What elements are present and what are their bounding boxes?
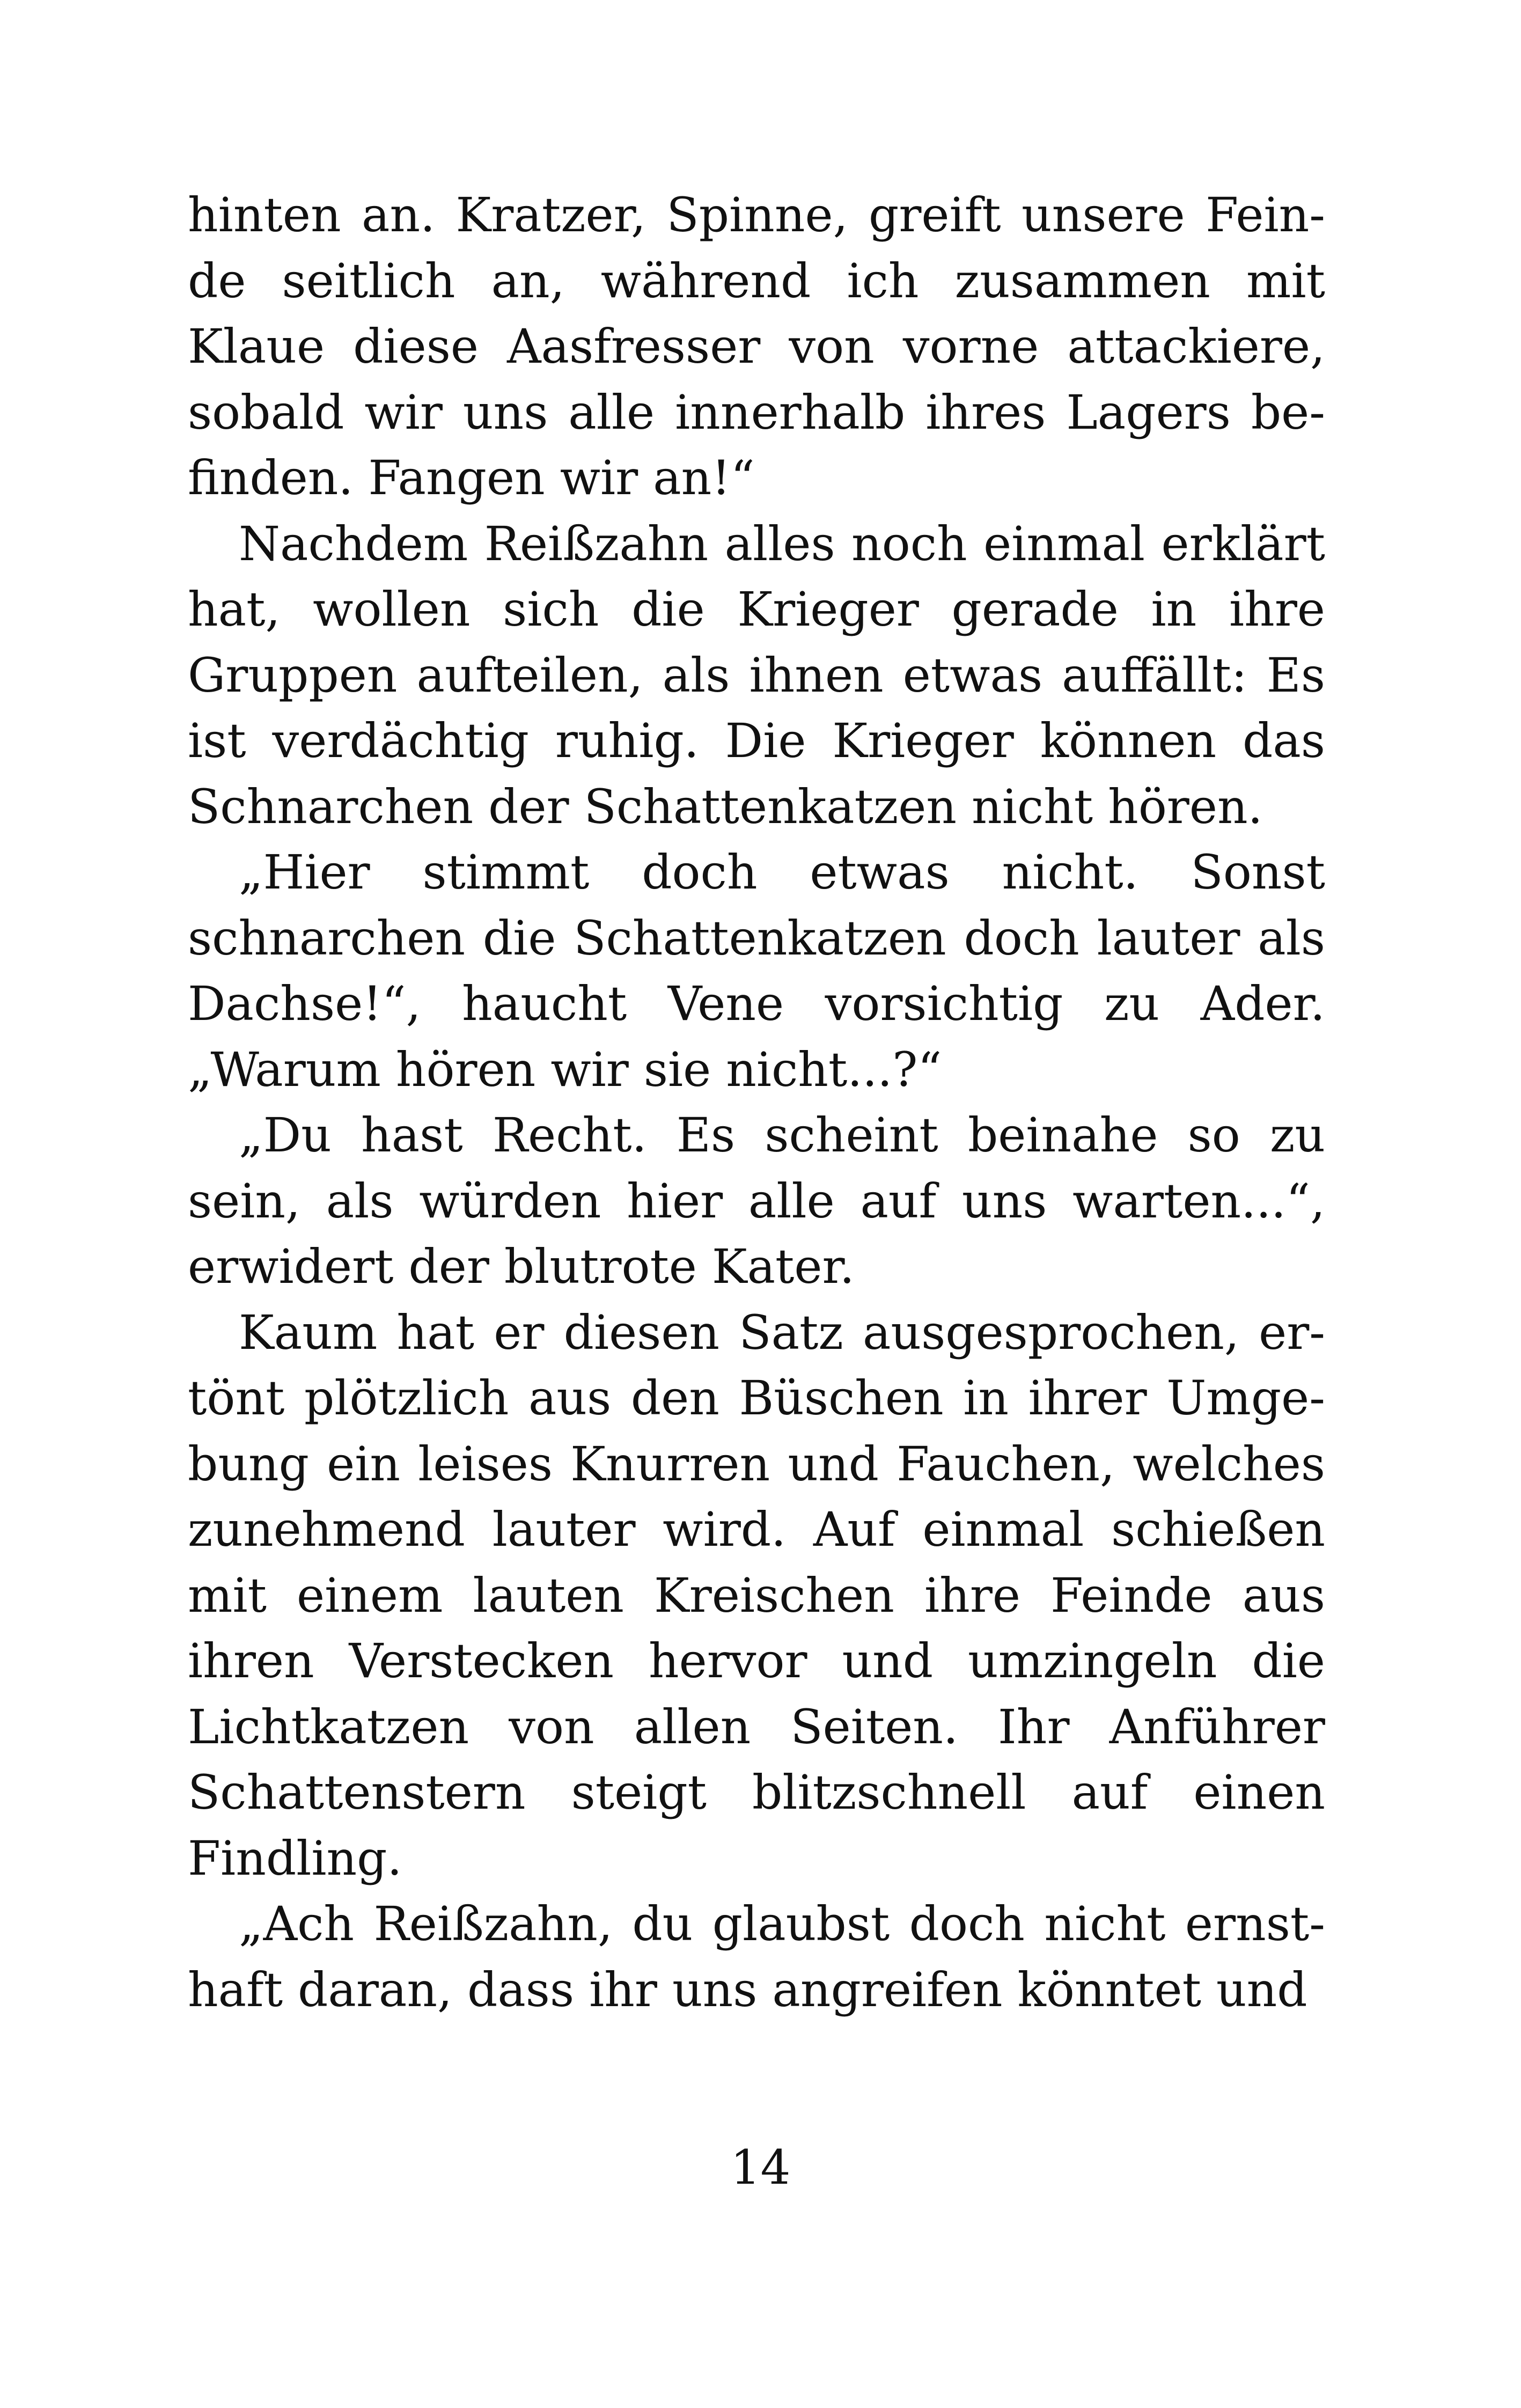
page-number: 14	[730, 2140, 791, 2195]
paragraph-3: „Hier stimmt doch etwas nicht. Sonst schnarchen die Schattenkatzen doch lauter als Dachse!“, haucht Vene vorsichtig zu Ader. „Warum hören wir sie nicht...?“	[188, 845, 1325, 1097]
paragraph-5: Kaum hat er diesen Satz ausgesprochen, ertönt plötzlich aus den Büschen in ihrer Umgebung ein leises Knurren und Fauchen, welches zunehmend lauter wird. Auf einmal schießen mit einem lauten Kreischen ihre Feinde aus ihren Verstecken hervor und umzingeln die Lichtkatzen von allen Seiten. Ihr Anführer Schattenstern steigt blitzschnell auf einen Findling.	[188, 1304, 1325, 1886]
paragraph-4: „Du hast Recht. Es scheint beinahe so zu sein, als würden hier alle auf uns warten...“, erwidert der blutrote Kater.	[188, 1107, 1325, 1294]
body-text	[188, 182, 1325, 2023]
paragraph-1: hinten an. Kratzer, Spinne, greift unsere Feinde seitlich an, während ich zusammen mit Klaue diese Aasfresser von vorne attackiere, sobald wir uns alle innerhalb ihres Lagers befinden. Fangen wir an!“	[188, 187, 1325, 505]
paragraph-6: „Ach Reißzahn, du glaubst doch nicht ernsthaft daran, dass ihr uns angreifen könntet und	[188, 1896, 1325, 2017]
paragraph-2: Nachdem Reißzahn alles noch einmal erklärt hat, wollen sich die Krieger gerade in ihre Gruppen aufteilen, als ihnen etwas auffällt: Es ist verdächtig ruhig. Die Krieger können das Schnarchen der Schattenkatzen nicht hören.	[188, 516, 1325, 834]
